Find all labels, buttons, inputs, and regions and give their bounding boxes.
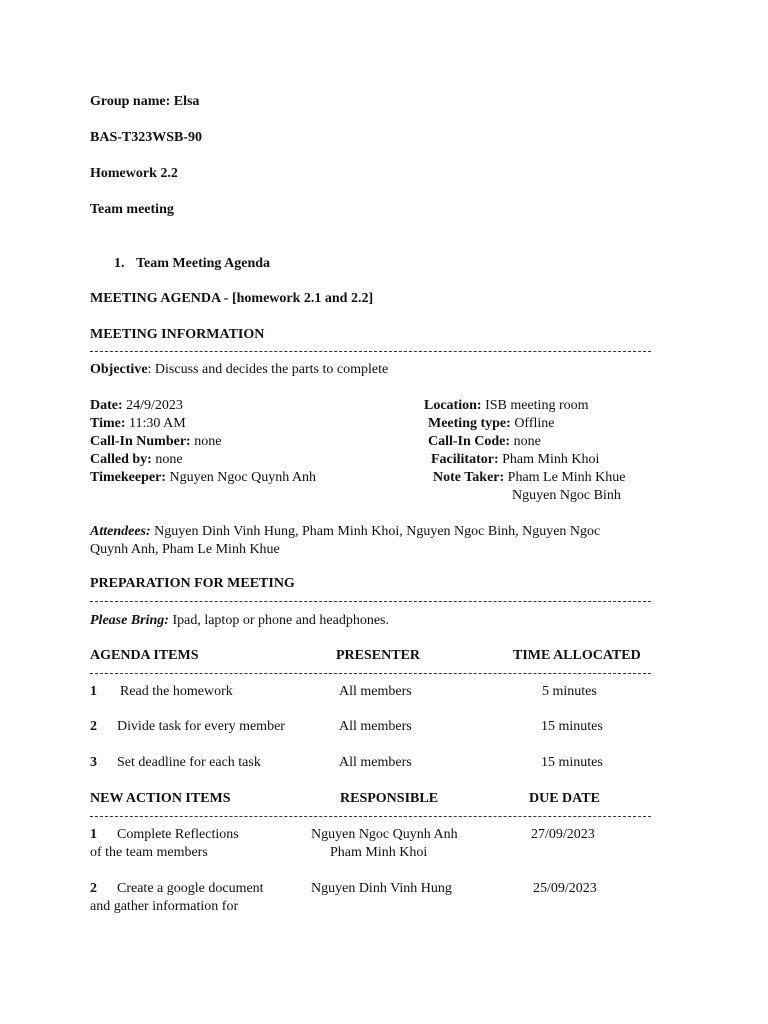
- agenda-row-presenter: All members: [339, 719, 412, 734]
- objective-label: Objective: [90, 362, 148, 377]
- action-row-item: Create a google document: [117, 881, 264, 896]
- date-line: [90, 397, 183, 415]
- divider: [90, 351, 651, 352]
- time-line: [90, 415, 186, 433]
- action-row-item: Complete Reflections: [117, 827, 239, 842]
- doc-type: Team meeting: [90, 202, 174, 217]
- time-allocated-header: TIME ALLOCATED: [513, 648, 641, 663]
- facilitator-value: Pham Minh Khoi: [498, 452, 600, 467]
- note-taker-value: Pham Le Minh Khue: [504, 470, 626, 485]
- meeting-type-line: [428, 415, 555, 433]
- note-taker-second: Nguyen Ngoc Binh: [512, 488, 621, 503]
- agenda-items-header: AGENDA ITEMS: [90, 648, 199, 663]
- class-code: BAS-T323WSB-90: [90, 130, 203, 145]
- action-row-item-continued: of the team members: [90, 845, 208, 860]
- divider: [90, 673, 651, 674]
- action-row-responsible-continued: Pham Minh Khoi: [330, 845, 428, 860]
- meeting-info-heading: MEETING INFORMATION: [90, 327, 265, 342]
- please-bring-value: Ipad, laptop or phone and headphones.: [168, 613, 390, 628]
- note-taker-label: Note Taker:: [433, 470, 505, 485]
- responsible-header: RESPONSIBLE: [340, 791, 439, 806]
- action-row-due-date: 25/09/2023: [533, 881, 597, 896]
- preparation-heading: PREPARATION FOR MEETING: [90, 576, 295, 591]
- agenda-title: MEETING AGENDA - [homework 2.1 and 2.2]: [90, 291, 374, 306]
- due-date-header: DUE DATE: [529, 791, 600, 806]
- agenda-row-item: Divide task for every member: [117, 719, 285, 734]
- date-value: 24/9/2023: [122, 398, 183, 413]
- agenda-row-number: 2: [90, 719, 97, 734]
- meeting-type-label: Meeting type:: [428, 416, 511, 431]
- agenda-row-time: 15 minutes: [541, 755, 603, 770]
- agenda-row-presenter: All members: [339, 684, 412, 699]
- callin-number-label: Call-In Number:: [90, 434, 191, 449]
- agenda-row-item: Read the homework: [120, 684, 233, 699]
- time-label: Time:: [90, 416, 126, 431]
- agenda-row-presenter: All members: [339, 755, 412, 770]
- timekeeper-label: Timekeeper:: [90, 470, 166, 485]
- time-value: 11:30 AM: [125, 416, 186, 431]
- agenda-row-number: 1: [90, 684, 97, 699]
- attendees-line: [90, 523, 600, 541]
- objective-value: : Discuss and decides the parts to complete: [147, 362, 389, 377]
- agenda-row-item: Set deadline for each task: [117, 755, 261, 770]
- section-number: 1.: [114, 256, 125, 271]
- group-name: Group name: Elsa: [90, 94, 200, 109]
- divider: [90, 601, 651, 602]
- action-row-item-continued: and gather information for: [90, 899, 239, 914]
- homework-title: Homework 2.2: [90, 166, 178, 181]
- attendees-label: Attendees:: [90, 524, 151, 539]
- called-by-line: [90, 451, 183, 469]
- objective-line: [90, 361, 388, 379]
- agenda-row-time: 5 minutes: [542, 684, 597, 699]
- action-row-responsible: Nguyen Dinh Vinh Hung: [311, 881, 452, 896]
- section-title: Team Meeting Agenda: [136, 256, 271, 271]
- please-bring-line: [90, 612, 389, 630]
- agenda-row-time: 15 minutes: [541, 719, 603, 734]
- callin-number-value: none: [190, 434, 222, 449]
- action-row-due-date: 27/09/2023: [531, 827, 595, 842]
- location-line: [424, 397, 589, 415]
- date-label: Date:: [90, 398, 123, 413]
- attendees-value: Nguyen Dinh Vinh Hung, Pham Minh Khoi, Nguyen Ngoc Binh, Nguyen Ngoc: [150, 524, 601, 539]
- divider: [90, 816, 651, 817]
- please-bring-label: Please Bring:: [90, 613, 169, 628]
- callin-number-line: [90, 433, 221, 451]
- callin-code-label: Call-In Code:: [428, 434, 511, 449]
- callin-code-value: none: [510, 434, 541, 449]
- action-row-number: 1: [90, 827, 97, 842]
- called-by-value: none: [151, 452, 183, 467]
- timekeeper-value: Nguyen Ngoc Quynh Anh: [165, 470, 317, 485]
- meeting-type-value: Offline: [510, 416, 555, 431]
- called-by-label: Called by:: [90, 452, 152, 467]
- facilitator-line: [431, 451, 599, 469]
- attendees-continued: Quynh Anh, Pham Le Minh Khue: [90, 542, 280, 557]
- action-row-responsible: Nguyen Ngoc Quynh Anh: [311, 827, 458, 842]
- facilitator-label: Facilitator:: [431, 452, 499, 467]
- location-value: ISB meeting room: [481, 398, 589, 413]
- note-taker-line: [433, 469, 626, 487]
- location-label: Location:: [424, 398, 482, 413]
- new-action-items-header: NEW ACTION ITEMS: [90, 791, 231, 806]
- agenda-row-number: 3: [90, 755, 97, 770]
- action-row-number: 2: [90, 881, 97, 896]
- timekeeper-line: [90, 469, 316, 487]
- callin-code-line: [428, 433, 541, 451]
- presenter-header: PRESENTER: [336, 648, 421, 663]
